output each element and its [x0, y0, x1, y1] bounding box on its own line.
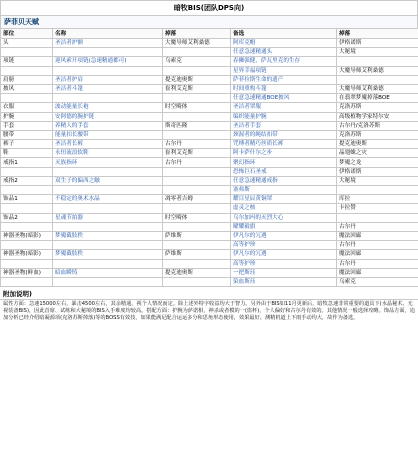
header-name: 名称: [53, 29, 163, 39]
table-row: [1, 94, 418, 103]
alt-item-cell: 时间重构斗篷: [231, 84, 337, 93]
drop-source-cell: 崔利艾克斯: [163, 149, 231, 158]
slot-cell: 饰品2: [1, 213, 53, 222]
alt-drop-source-cell: [337, 57, 418, 66]
slot-cell: 神器圣物(暗影): [1, 250, 53, 259]
header-drop: 掉落: [163, 29, 231, 39]
item-name-cell: [53, 241, 163, 250]
alt-drop-source-cell: 晶翅蛛之灾: [337, 149, 418, 158]
drop-source-cell: [163, 241, 231, 250]
drop-source-cell: 乌索克: [163, 57, 231, 66]
alt-item-cell: 编织能量护腕: [231, 112, 337, 121]
alt-drop-source-cell: 在翡翠梦魇掉落BOE: [337, 94, 418, 103]
drop-source-cell: 时空畸体: [163, 103, 231, 112]
note-title: 附加说明): [3, 290, 32, 299]
alt-item-cell: 任意急速精通头: [231, 48, 337, 57]
table-row: [1, 176, 418, 185]
item-name-cell: 梦魇截肢秩: [53, 231, 163, 240]
alt-item-cell: 曜耀毅旗: [231, 222, 337, 231]
item-name-cell: 星魂节拍器: [53, 213, 163, 222]
alt-item-cell: 圣洁者手套: [231, 121, 337, 130]
alt-drop-source-cell: 高级植物学家特尔安: [337, 112, 418, 121]
table-row: [1, 66, 418, 75]
alt-item-cell: 咒缚者精巧丝质长裤: [231, 140, 337, 149]
item-name-cell: 圣洁者护额: [53, 39, 163, 48]
table-row: [1, 158, 418, 167]
drop-source-cell: 凋零者吉姆: [163, 195, 231, 204]
alt-drop-source-cell: 魔法回廊: [337, 268, 418, 277]
alt-item-cell: 伊凡尔的冗遇: [231, 231, 337, 240]
table-row: [1, 140, 418, 149]
alt-item-cell: 任意急速精通BOE披风: [231, 94, 337, 103]
alt-drop-source-cell: 古尔丹: [337, 259, 418, 268]
alt-drop-source-cell: 大魔导师艾利桑德: [337, 66, 418, 75]
drop-source-cell: [163, 176, 231, 185]
slot-cell: [1, 277, 53, 286]
table-row: [1, 84, 418, 93]
slot-cell: 腰带: [1, 130, 53, 139]
header-alternative-drop: 掉落: [337, 29, 418, 39]
alt-drop-source-cell: 大秘境: [337, 48, 418, 57]
alt-drop-source-cell: 伊格诺斯: [337, 39, 418, 48]
alt-drop-source-cell: 梦魇之龙: [337, 158, 418, 167]
table-row: [1, 121, 418, 130]
table-row: [1, 204, 418, 213]
slot-cell: 戒指2: [1, 176, 53, 185]
alt-drop-source-cell: 古尔丹: [337, 241, 418, 250]
alt-item-cell: 恐怖巨石圣戒: [231, 167, 337, 176]
slot-cell: 披风: [1, 84, 53, 93]
drop-source-cell: [163, 222, 231, 231]
item-name-cell: 暗血瞬铸: [53, 268, 163, 277]
drop-source-cell: 提克迪奥斯: [163, 75, 231, 84]
table-row: [1, 231, 418, 240]
item-name-cell: [53, 186, 163, 195]
drop-source-cell: 古尔丹: [163, 158, 231, 167]
table-row: [1, 186, 418, 195]
slot-cell: 手套: [1, 121, 53, 130]
item-name-cell: 波动能量长袍: [53, 103, 163, 112]
drop-source-cell: [163, 48, 231, 57]
alt-item-cell: 阿库克帽: [231, 39, 337, 48]
alt-item-cell: 春狮强健，萨瓦里克的生存: [231, 57, 337, 66]
table-header-row: [1, 29, 418, 39]
page-title: 暗牧BIS(团队DPS向): [0, 0, 418, 15]
alt-item-cell: 星界幸福项链: [231, 66, 337, 75]
slot-cell: 神器圣物(暗影): [1, 231, 53, 240]
slot-cell: [1, 48, 53, 57]
drop-source-cell: 古尔丹: [163, 140, 231, 149]
alt-item-cell: 聚幻指环: [231, 158, 337, 167]
drop-source-cell: [163, 277, 231, 286]
drop-source-cell: 斯奇匹隆: [163, 121, 231, 130]
drop-source-cell: 萨维斯: [163, 250, 231, 259]
drop-source-cell: 时空畸体: [163, 213, 231, 222]
table-row: [1, 277, 418, 286]
drop-source-cell: 萨维斯: [163, 231, 231, 240]
slot-cell: 肩膀: [1, 75, 53, 84]
slot-cell: [1, 204, 53, 213]
alt-drop-source-cell: [337, 213, 418, 222]
item-name-cell: 圣洁者长裤: [53, 140, 163, 149]
slot-cell: 裤子: [1, 140, 53, 149]
alt-drop-source-cell: 伊格诺斯: [337, 167, 418, 176]
header-alternative: 备选: [231, 29, 337, 39]
drop-source-cell: 崔利艾克斯: [163, 84, 231, 93]
item-name-cell: 圣洁者斗篷: [53, 84, 163, 93]
alt-drop-source-cell: 提克迪奥斯: [337, 140, 418, 149]
item-name-cell: [53, 48, 163, 57]
table-row: [1, 213, 418, 222]
item-name-cell: [53, 167, 163, 176]
drop-source-cell: [163, 130, 231, 139]
alt-item-cell: 乌尔加玛的灭烈大心: [231, 213, 337, 222]
item-name-cell: 养精人的手套: [53, 121, 163, 130]
alt-item-cell: 耀目星辰黄铜罩: [231, 195, 337, 204]
alt-item-cell: 萨菲拉斯生命的遗产: [231, 75, 337, 84]
alt-item-cell: 圣洁者罩服: [231, 103, 337, 112]
table-body: [1, 39, 418, 287]
alt-item-cell: 伊凡尔的冗遇: [231, 250, 337, 259]
table-row: [1, 149, 418, 158]
slot-cell: 饰品1: [1, 195, 53, 204]
drop-source-cell: [163, 186, 231, 195]
note-text: 属性方面：急速15000左右，暴击4500左右，其余精通，视个人情况而定。除上述外特字收益均大于智力。另外由于BIS如11月更新后，暗牧急速非常重要的道具下(水晶秘术，无视装备BIS)，因此首席、试练和大秘境的BIS入手难度均较高。搭配方面：护腕为萨诺相，神杀或者模的一(盗杯)，个人偏好和古尔丹有效的。其他情况一般选择攻略。饰品方面，追加分析已经介绍暗凝源项(克洛苏斯掉落)等的BOSS有效技，如果能满足配合运运多分和思角形态使用，效果最好。测精机道上下雨手动均大，故作为备选。: [0, 299, 418, 324]
table-row: [1, 75, 418, 84]
alt-item-cell: 阿卡萨什尔之步: [231, 149, 337, 158]
table-row: [1, 130, 418, 139]
item-name-cell: 不稳定的奥术水晶: [53, 195, 163, 204]
item-name-cell: 灭族指环: [53, 158, 163, 167]
table-row: [1, 57, 418, 66]
slot-cell: 头: [1, 39, 53, 48]
header-slot: 部位: [1, 29, 53, 39]
slot-cell: 衣服: [1, 103, 53, 112]
alt-drop-source-cell: [337, 75, 418, 84]
slot-cell: 项链: [1, 57, 53, 66]
slot-cell: 神器圣物(鲜血): [1, 268, 53, 277]
item-name-cell: [53, 66, 163, 75]
slot-cell: 鞋: [1, 149, 53, 158]
item-name-cell: [53, 204, 163, 213]
item-name-cell: 能量扣长腰带: [53, 130, 163, 139]
table-row: [1, 259, 418, 268]
table-row: [1, 48, 418, 57]
table-row: [1, 112, 418, 121]
alt-drop-source-cell: 库拉: [337, 195, 418, 204]
alt-drop-source-cell: 乌索克: [337, 277, 418, 286]
drop-source-cell: [163, 167, 231, 176]
alt-drop-source-cell: 古尔丹: [337, 222, 418, 231]
alt-drop-source-cell: 克洛苏斯: [337, 103, 418, 112]
item-name-cell: 圣洁者护肩: [53, 75, 163, 84]
table-row: [1, 250, 418, 259]
alt-drop-source-cell: 魔法回廊: [337, 231, 418, 240]
item-name-cell: [53, 277, 163, 286]
alt-drop-source-cell: 魔法回廊: [337, 250, 418, 259]
alt-drop-source-cell: [337, 186, 418, 195]
drop-source-cell: [163, 94, 231, 103]
alt-drop-source-cell: 大魔导师艾利桑德: [337, 84, 418, 93]
slot-cell: [1, 241, 53, 250]
drop-source-cell: 大魔导师艾利桑德: [163, 39, 231, 48]
alt-drop-source-cell: 大秘境: [337, 176, 418, 185]
item-name-cell: 梦魇截肢秩: [53, 250, 163, 259]
item-name-cell: [53, 222, 163, 231]
alt-drop-source-cell: 古尔丹/克洛苏斯: [337, 121, 418, 130]
slot-cell: [1, 259, 53, 268]
alt-drop-source-cell: 卡拉赞: [337, 204, 418, 213]
slot-cell: [1, 222, 53, 231]
table-row: [1, 222, 418, 231]
slot-cell: [1, 167, 53, 176]
slot-cell: [1, 66, 53, 75]
slot-cell: [1, 94, 53, 103]
item-name-cell: [53, 259, 163, 268]
alt-item-cell: 任意急速精通戒指: [231, 176, 337, 185]
alt-item-cell: 一把斯珏: [231, 268, 337, 277]
slot-cell: [1, 186, 53, 195]
spec-section-label: 萨菲贝天赋: [0, 15, 418, 28]
table-row: [1, 268, 418, 277]
alt-item-cell: 颈渥者的绳结扣带: [231, 130, 337, 139]
drop-source-cell: [163, 259, 231, 268]
slot-cell: 戒指1: [1, 158, 53, 167]
alt-item-cell: 塞弗斯: [231, 186, 337, 195]
item-name-cell: 永恒流浪软鞋: [53, 149, 163, 158]
table-row: [1, 103, 418, 112]
drop-source-cell: 提克迪奥斯: [163, 268, 231, 277]
bis-table: [0, 28, 418, 287]
alt-item-cell: 高等护珍: [231, 241, 337, 250]
item-name-cell: [53, 94, 163, 103]
table-row: [1, 195, 418, 204]
item-name-cell: 双生子的偏西之触: [53, 176, 163, 185]
item-name-cell: 迎风索开项链(急速精通都可): [53, 57, 163, 66]
alt-item-cell: 虚灵之核: [231, 204, 337, 213]
table-row: [1, 241, 418, 250]
item-name-cell: 安阿德的腕护链: [53, 112, 163, 121]
drop-source-cell: [163, 112, 231, 121]
slot-cell: 护腕: [1, 112, 53, 121]
table-row: [1, 167, 418, 176]
table-row: [1, 39, 418, 48]
drop-source-cell: [163, 66, 231, 75]
drop-source-cell: [163, 204, 231, 213]
alt-drop-source-cell: 克洛苏斯: [337, 130, 418, 139]
alt-item-cell: 染血斯珏: [231, 277, 337, 286]
alt-item-cell: 高等护珍: [231, 259, 337, 268]
